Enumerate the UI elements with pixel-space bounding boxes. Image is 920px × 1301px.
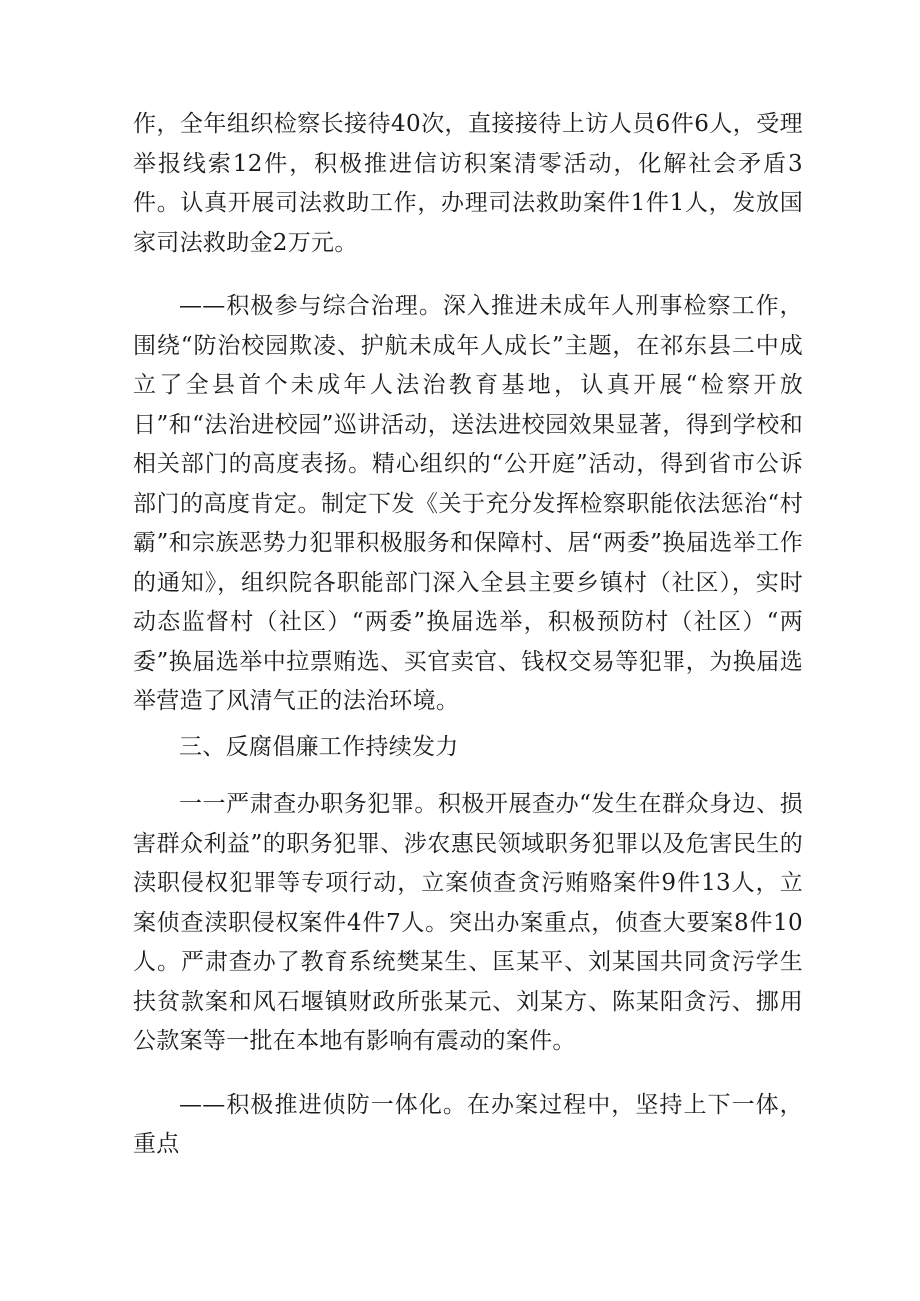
document-body [133,105,803,1165]
paragraph-duty-crimes: 一一严肃查办职务犯罪。积极开展查办“发生在群众身边、损害群众利益”的职务犯罪、涉农惠民领域职务犯罪以及危害民生的渎职侵权犯罪等专项行动，立案侦查贪污贿赂案件9件13人，立案侦查渎职侵权案件4件7人。突出办案重点，侦查大要案8件10人。严肃查办了教育系统樊某生、匡某平、刘某国共同贪污学生扶贫款案和风石堰镇财政所张某元、刘某方、陈某阳贪污、挪用公款案等一批在本地有影响有震动的案件。 [133,791,803,1054]
paragraph-petition-work: 作，全年组织检察长接待40次，直接接待上访人员6件6人，受理举报线索12件，积极推进信访积案清零活动，化解社会矛盾3件。认真开展司法救助工作，办理司法救助案件1件1人，发放国家司法救助金2万元。 [133,111,803,256]
paragraph-investigation-prevention: ——积极推进侦防一体化。在办案过程中，坚持上下一体，重点 [133,1091,803,1157]
paragraph-comprehensive-governance: ——积极参与综合治理。深入推进未成年人刑事检察工作，围绕“防治校园欺凌、护航未成年人成长”主题，在祁东县二中成立了全县首个未成年人法治教育基地，认真开展“检察开放日”和“法治进校园”巡讲活动，送法进校园效果显著，得到学校和相关部门的高度表扬。精心组织的“公开庭”活动，得到省市公诉部门的高度肯定。制定下发《关于充分发挥检察职能依法惩治“村霸”和宗族恶势力犯罪积极服务和保障村、居“两委”换届选举工作的通知》，组织院各职能部门深入全县主要乡镇村（社区），实时动态监督村（社区）“两委”换届选举，积极预防村（社区）“两委”换届选举中拉票贿选、买官卖官、钱权交易等犯罪，为换届选举营造了风清气正的法治环境。 [133,293,803,714]
section-heading-anti-corruption: 三、反腐倡廉工作持续发力 [179,733,459,760]
